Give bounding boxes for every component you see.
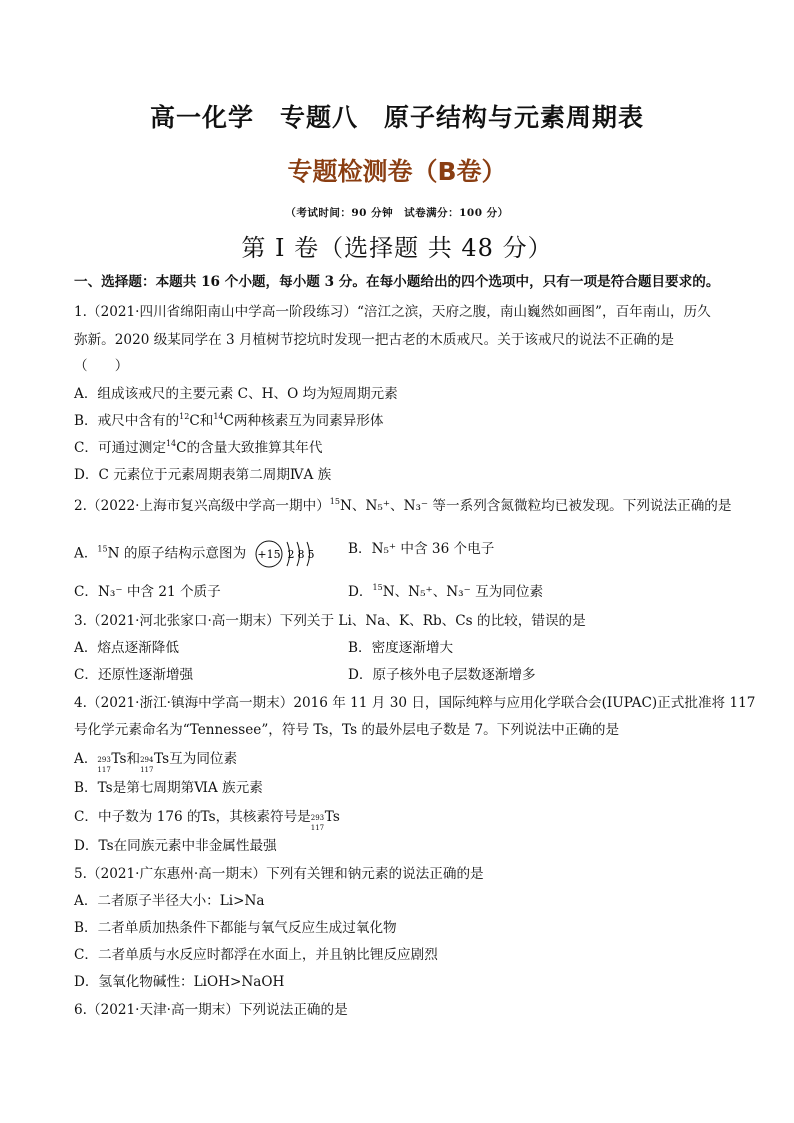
instruction-text-a: 本题共 16 个小题，每小题 3 分。 bbox=[155, 274, 366, 290]
q5-option-a: A．二者原子半径大小：Li>Na bbox=[74, 893, 265, 909]
q3-stem: 3.（2021·河北张家口·高一期末）下列关于 Li、Na、K、Rb、Cs 的比较，错误的是 bbox=[74, 613, 586, 629]
q2-stem-post: N、N₅⁺、N₃⁻ 等一系列含氮微粒均已被发现。下列说法正确的是 bbox=[339, 498, 732, 514]
q1-option-c-post: C的含量大致推算其年代 bbox=[176, 440, 323, 456]
q4-a-n1-mass: 293 bbox=[97, 755, 111, 764]
shell-3-electrons: 5 bbox=[307, 548, 314, 561]
shell-2-electrons: 8 bbox=[297, 548, 304, 561]
q2-option-a-post: N 的原子结构示意图为 bbox=[107, 545, 247, 562]
q4-option-b: B．Ts是第七周期第ⅥA 族元素 bbox=[74, 780, 263, 796]
q5-option-c: C．二者单质与水反应时都浮在水面上，并且钠比锂反应剧烈 bbox=[74, 947, 438, 963]
q4-option-a-mid: Ts和 bbox=[111, 751, 141, 767]
q1-option-a: A．组成该戒尺的主要元素 C、H、O 均为短周期元素 bbox=[74, 386, 398, 402]
q3-option-c: C．还原性逐渐增强 bbox=[74, 667, 194, 683]
q1-option-c-pre: C．可通过测定 bbox=[74, 440, 166, 456]
q1-option-d: D．C 元素位于元素周期表第二周期ⅣA 族 bbox=[74, 467, 332, 483]
q1-option-c bbox=[74, 438, 323, 458]
exam-info: （考试时间：90 分钟 试卷满分：100 分） bbox=[285, 207, 509, 219]
q2-option-c: C．N₃⁻ 中含 21 个质子 bbox=[74, 584, 221, 600]
q4-option-c-nuclide bbox=[310, 811, 325, 832]
q1-option-b bbox=[74, 411, 383, 431]
q1-option-b-post: C两种核素互为同素异形体 bbox=[223, 413, 384, 429]
q4-option-d: D．Ts在同族元素中非金属性最强 bbox=[74, 838, 277, 854]
q4-stem-line2: 号化学元素命名为“Tennessee”，符号 Ts，Ts 的最外层电子数是 7。下列说法中正确的是 bbox=[74, 722, 620, 738]
q4-a-n1-atomic: 117 bbox=[97, 765, 111, 774]
q3-option-a: A．熔点逐渐降低 bbox=[74, 640, 179, 656]
q4-a-n2-mass: 294 bbox=[140, 755, 154, 764]
q6-stem: 6.（2021·天津·高一期末）下列说法正确的是 bbox=[74, 1002, 348, 1018]
q5-stem: 5.（2021·广东惠州·高一期末）下列有关锂和钠元素的说法正确的是 bbox=[74, 866, 484, 882]
q4-option-c bbox=[74, 807, 340, 832]
q2-option-b: B．N₅⁺ 中含 36 个电子 bbox=[348, 541, 495, 557]
q5-option-d: D．氢氧化物碱性：LiOH>NaOH bbox=[74, 974, 285, 990]
q4-stem-line1: 4.（2021·浙江·镇海中学高一期末）2016 年 11 月 30 日，国际纯粹与应用化学联合会(IUPAC)正式批准将 117 bbox=[74, 695, 756, 711]
shell-1-electrons: 2 bbox=[287, 548, 294, 561]
q2-option-d bbox=[348, 582, 543, 602]
q2-stem-pre: 2.（2022·上海市复兴高级中学高一期中） bbox=[74, 498, 330, 514]
q1-option-b-mid: C和 bbox=[189, 413, 214, 429]
q2-option-d-pre: D． bbox=[348, 584, 373, 600]
q2-stem-mass: 15 bbox=[329, 497, 340, 506]
q4-option-a bbox=[74, 749, 238, 774]
instruction-prefix: 一、选择题： bbox=[74, 274, 156, 290]
q2-option-a-pre: A． bbox=[74, 545, 98, 562]
q2-option-d-post: N、N₅⁺、N₃⁻ 互为同位素 bbox=[382, 584, 544, 600]
q1-stem-line1: 1.（2021·四川省绵阳南山中学高一阶段练习）“涪江之滨，天府之腹，南山巍然如画图”，百年南山，历久 bbox=[74, 304, 711, 320]
q1-option-b-mass1: 12 bbox=[179, 412, 190, 421]
instruction bbox=[74, 272, 719, 292]
q1-option-b-pre: B．戒尺中含有的 bbox=[74, 413, 180, 429]
q4-c-atomic: 117 bbox=[310, 823, 325, 832]
q4-c-mass: 293 bbox=[310, 813, 325, 822]
page-subtitle: 专题检测卷（B卷） bbox=[287, 157, 507, 186]
q4-option-a-post: Ts互为同位素 bbox=[154, 751, 238, 767]
section-title: 第 I 卷（选择题 共 48 分） bbox=[241, 234, 553, 262]
q2-option-d-mass: 15 bbox=[372, 583, 383, 592]
q4-option-c-post: Ts bbox=[324, 809, 340, 825]
q3-option-d: D．原子核外电子层数逐渐增多 bbox=[348, 667, 536, 683]
instruction-text-b: 在每小题给出的四个选项中，只有一项是符合题目要求的。 bbox=[366, 274, 720, 290]
q1-option-c-mass: 14 bbox=[165, 439, 177, 448]
page-title: 高一化学 专题八 原子结构与元素周期表 bbox=[149, 103, 644, 132]
q4-option-a-nuclide-1 bbox=[97, 753, 111, 774]
q4-option-a-pre: A． bbox=[74, 751, 98, 767]
q2-option-a-mass: 15 bbox=[97, 544, 108, 554]
nucleus-charge: +15 bbox=[256, 548, 281, 561]
q1-stem-line2: 弥新。2020 级某同学在 3 月植树节挖坑时发现一把古老的木质戒尺。关于该戒尺的说法不正确的是 bbox=[74, 332, 674, 348]
q5-option-b: B．二者单质加热条件下都能与氧气反应生成过氧化物 bbox=[74, 920, 397, 936]
q4-a-n2-atomic: 117 bbox=[140, 765, 154, 774]
q1-option-b-mass2: 14 bbox=[213, 412, 224, 421]
q4-option-a-nuclide-2 bbox=[140, 753, 154, 774]
q4-option-c-pre: C．中子数为 176 的Ts，其核素符号是 bbox=[74, 809, 311, 825]
q2-stem bbox=[74, 496, 732, 516]
q1-answer-blank: （ ） bbox=[74, 358, 129, 374]
q3-option-b: B．密度逐渐增大 bbox=[348, 640, 454, 656]
q2-option-a bbox=[74, 537, 321, 571]
atom-structure-diagram bbox=[253, 537, 321, 571]
